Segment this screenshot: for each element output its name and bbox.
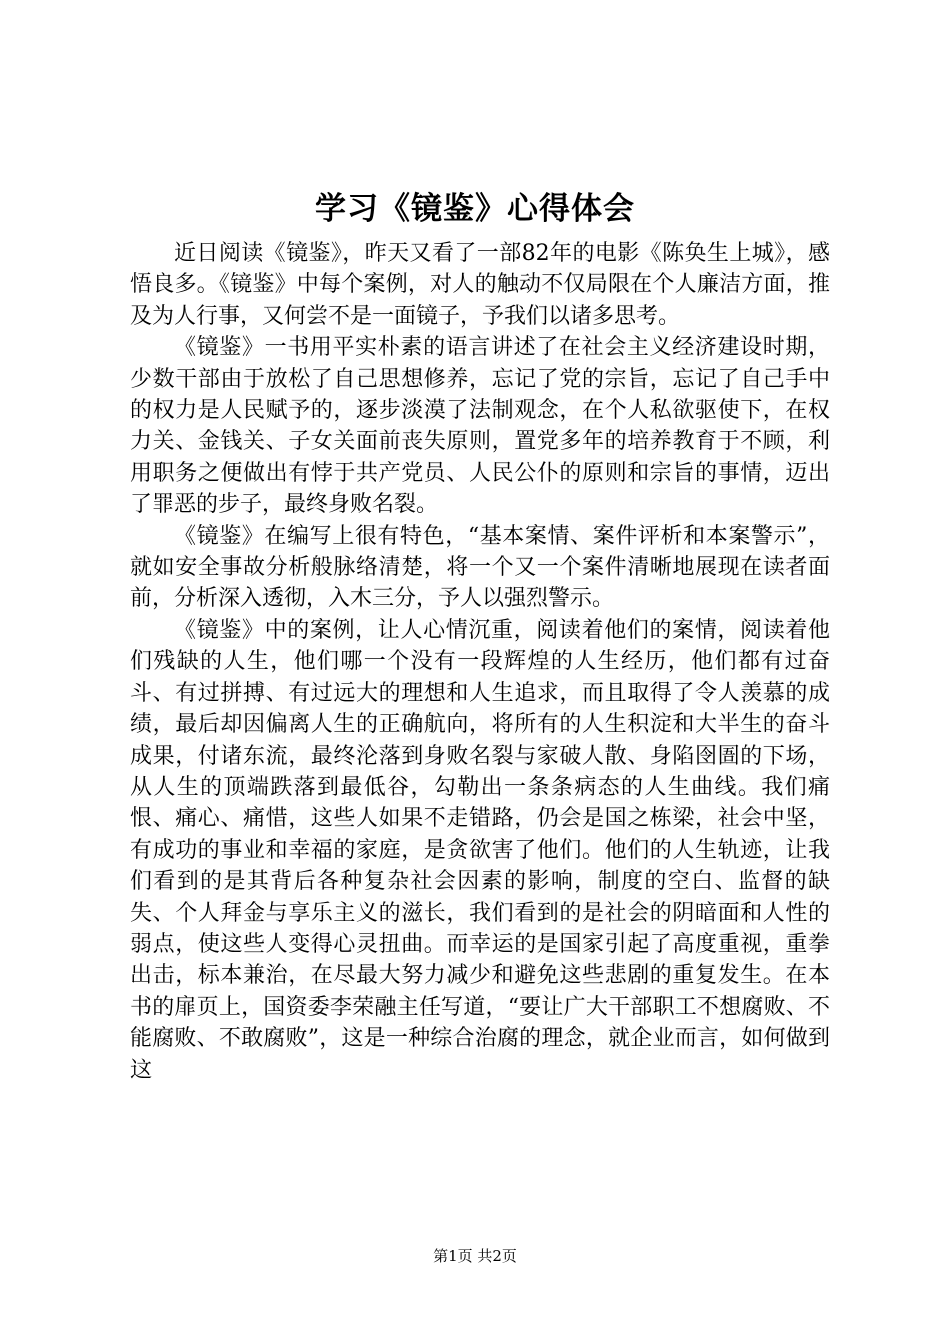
page-footer: 第1页 共2页 [433,1247,517,1265]
paragraph-1: 近日阅读《镜鉴》，昨天又看了一部82年的电影《陈奂生上城》，感悟良多。《镜鉴》中每个案例，对人的触动不仅局限在个人廉洁方面，推及为人行事，又何尝不是一面镜子，予我们以诸多思考。 [130,241,830,329]
paragraph-3: 《镜鉴》在编写上很有特色，“基本案情、案件评析和本案警示”，就如安全事故分析般脉络清楚，将一个又一个案件清晰地展现在读者面前，分析深入透彻，入木三分，予人以强烈警示。 [130,523,830,612]
document-body [130,238,830,1086]
document-title: 学习《镜鉴》心得体会 [315,191,635,227]
paragraph-2: 《镜鉴》一书用平实朴素的语言讲述了在社会主义经济建设时期，少数干部由于放松了自己思想修养，忘记了党的宗旨，忘记了自己手中的权力是人民赋予的，逐步淡漠了法制观念，在个人私欲驱使下，在权力关、金钱关、子女关面前丧失原则，置党多年的培养教育于不顾，利用职务之便做出有悖于共产党员、人民公仆的原则和宗旨的事情，迈出了罪恶的步子，最终身败名裂。 [130,335,830,518]
paragraph-4: 《镜鉴》中的案例，让人心情沉重，阅读着他们的案情，阅读着他们残缺的人生，他们哪一个没有一段辉煌的人生经历，他们都有过奋斗、有过拼搏、有过远大的理想和人生追求，而且取得了令人羡慕的成绩，最后却因偏离人生的正确航向，将所有的人生积淀和大半生的奋斗成果，付诸东流，最终沦落到身败名裂与家破人散、身陷囹圄的下场，从人生的顶端跌落到最低谷，勾勒出一条条病态的人生曲线。我们痛恨、痛心、痛惜，这些人如果不走错路，仍会是国之栋梁，社会中坚，有成功的事业和幸福的家庭，是贪欲害了他们。他们的人生轨迹，让我们看到的是其背后各种复杂社会因素的影响，制度的空白、监督的缺失、个人拜金与享乐主义的滋长，我们看到的是社会的阴暗面和人性的弱点，使这些人变得心灵扭曲。而幸运的是国家引起了高度重视，重拳出击，标本兼治，在尽最大努力减少和避免这些悲剧的重复发生。在本书的扉页上，国资委李荣融主任写道，“要让广大干部职工不想腐败、不能腐败、不敢腐败”，这是一种综合治腐的理念，就企业而言，如何做到这 [130,617,830,1083]
